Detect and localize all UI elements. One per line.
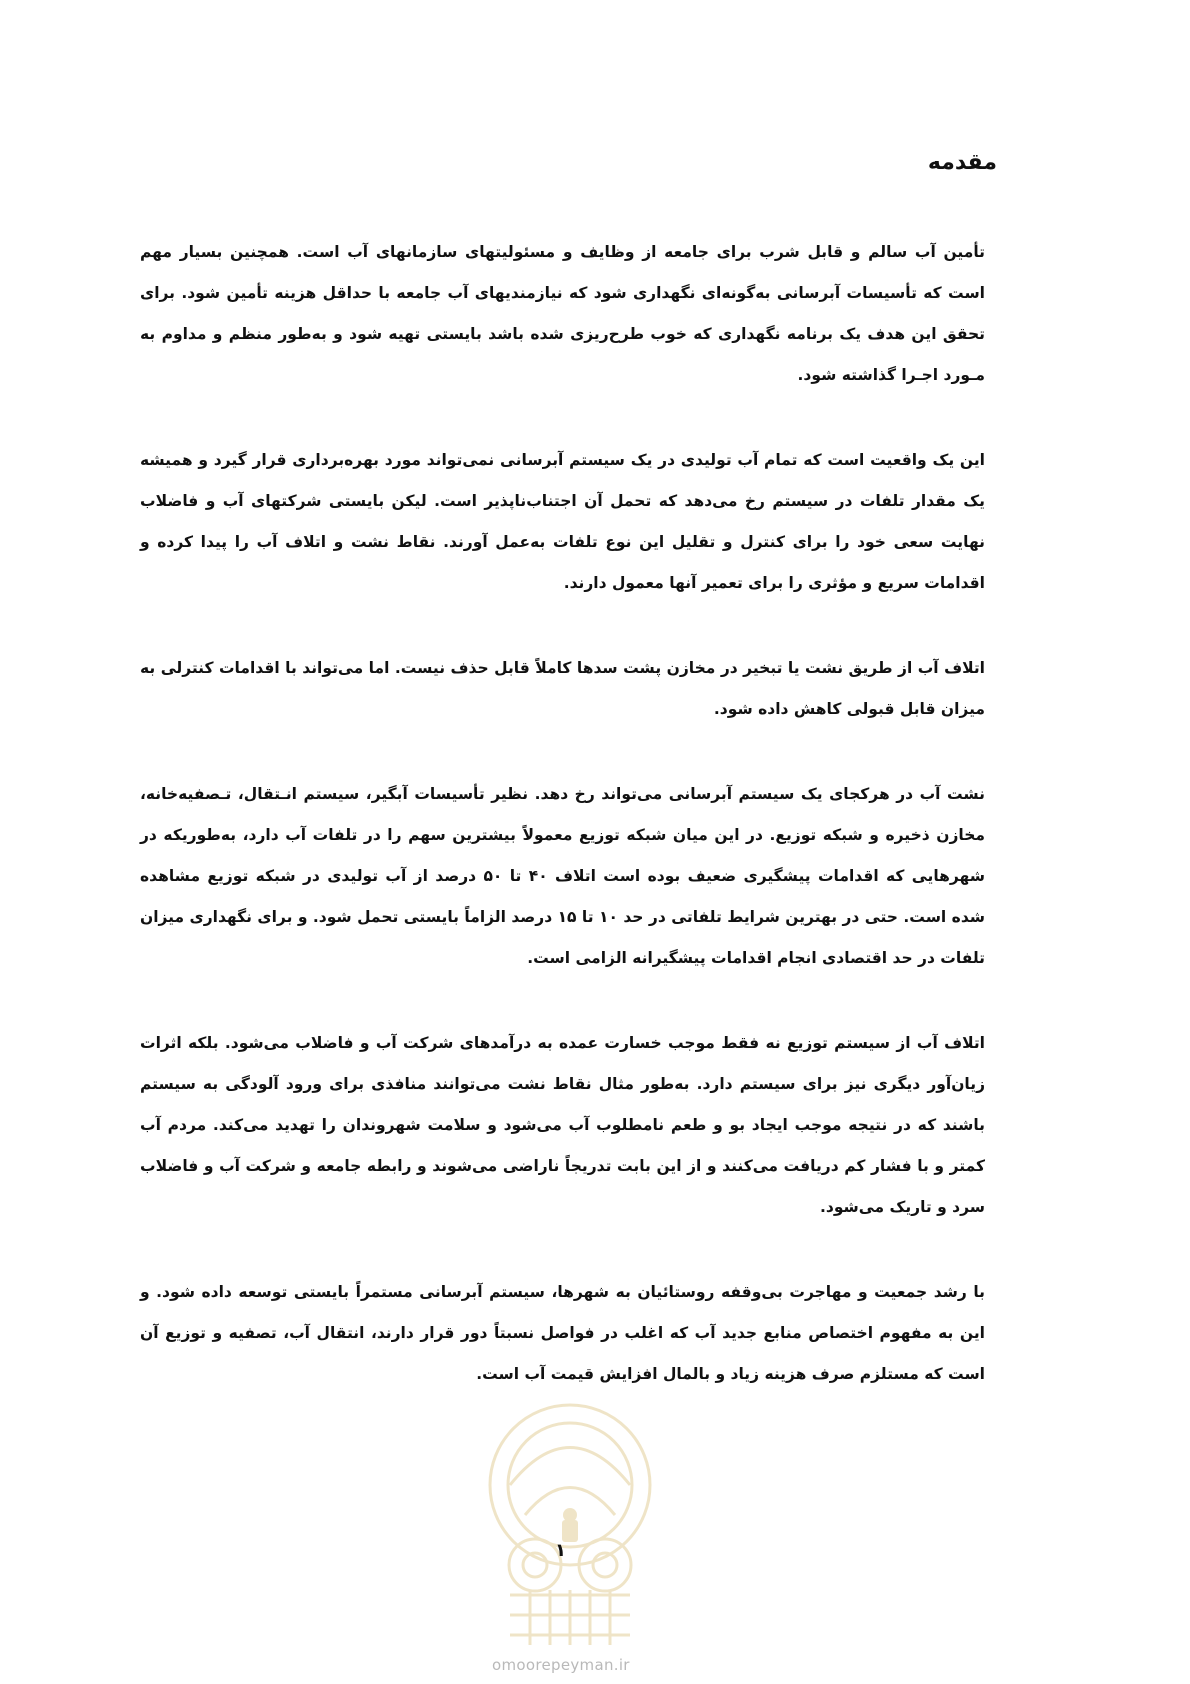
paragraph-1: تأمین آب سالم و قابل شرب برای جامعه از وظایف و مسئولیتهای سازمانهای آب است. همچنین بسیار مهم است که تأسیسات آبرسانی به‌گونه‌ای نگهداری شود که نیازمندیهای آب جامعه با حداقل هزینه تأمین شود. برای تحقق این هدف یک برنامه نگهداری که خوب طرح‌ریزی شده باشد بایستی تهیه شود و به‌طور منظم و مداوم به مـورد اجـرا گذاشته شود. [140,243,985,384]
paragraph-6: با رشد جمعیت و مهاجرت بی‌وقفه روستائیان به شهرها، سیستم آبرسانی مستمراً بایستی توسعه داده شود. و این به مفهوم اختصاص منابع جدید آب که اغلب در فواصل نسبتاً دور قرار دارند، انتقال آب، تصفیه و توزیع آن است که مستلزم صرف هزینه زیاد و بالمال افزایش قیمت آب است. [140,1283,985,1383]
document-body [140,232,985,1439]
paragraph-3: اتلاف آب از طریق نشت یا تبخیر در مخازن پشت سدها کاملاً قابل حذف نیست. اما می‌تواند با اقدامات کنترلی به میزان قابل قبولی کاهش داده شود. [140,659,985,718]
company-logo-watermark-icon [470,1390,670,1650]
paragraph-5: اتلاف آب از سیستم توزیع نه فقط موجب خسارت عمده به درآمدهای شرکت آب و فاضلاب می‌شود. بلکه اثرات زیان‌آور دیگری نیز برای سیستم دارد. به‌طور مثال نقاط نشت می‌توانند منافذی برای ورود آلودگی به سیستم باشند که در نتیجه موجب ایجاد بو و طعم نامطلوب آب می‌شود و سلامت شهروندان را تهدید می‌کند. مردم آب کمتر و با فشار کم دریافت می‌کنند و از این بابت تدریجاً ناراضی می‌شوند و رابطه جامعه و شرکت آب و فاضلاب سرد و تاریک می‌شود. [140,1034,985,1216]
watermark-url: omoorepeyman.ir [492,1656,630,1674]
paragraph-2: این یک واقعیت است که تمام آب تولیدی در یک سیستم آبرسانی نمی‌تواند مورد بهره‌برداری قرار گیرد و همیشه یک مقدار تلفات در سیستم رخ می‌دهد که تحمل آن اجتناب‌ناپذیر است. لیکن بایستی شرکتهای آب و فاضلاب نهایت سعی خود را برای کنترل و تقلیل این نوع تلفات به‌عمل آورند. نقاط نشت و اتلاف آب را پیدا کرده و اقدامات سریع و مؤثری را برای تعمیر آنها معمول دارند. [140,451,985,592]
page-title: مقدمه [927,150,997,175]
page-number: ۱ [555,1540,566,1561]
paragraph-4: نشت آب در هرکجای یک سیستم آبرسانی می‌تواند رخ دهد. نظیر تأسیسات آبگیر، سیستم انـتقال، تـصفیه‌خانه، مخازن ذخیره و شبکه توزیع. در این میان شبکه توزیع معمولاً بیشترین سهم را در تلفات آب دارد، به‌طوریکه در شهرهایی که اقدامات پیشگیری ضعیف بوده است اتلاف ۴۰ تا ۵۰ درصد از آب تولیدی در شبکه توزیع مشاهده شده است. حتی در بهترین شرایط تلفاتی در حد ۱۰ تا ۱۵ درصد الزاماً بایستی تحمل شود. و برای نگهداری میزان تلفات در حد اقتصادی انجام اقدامات پیشگیرانه الزامی است. [140,785,986,967]
